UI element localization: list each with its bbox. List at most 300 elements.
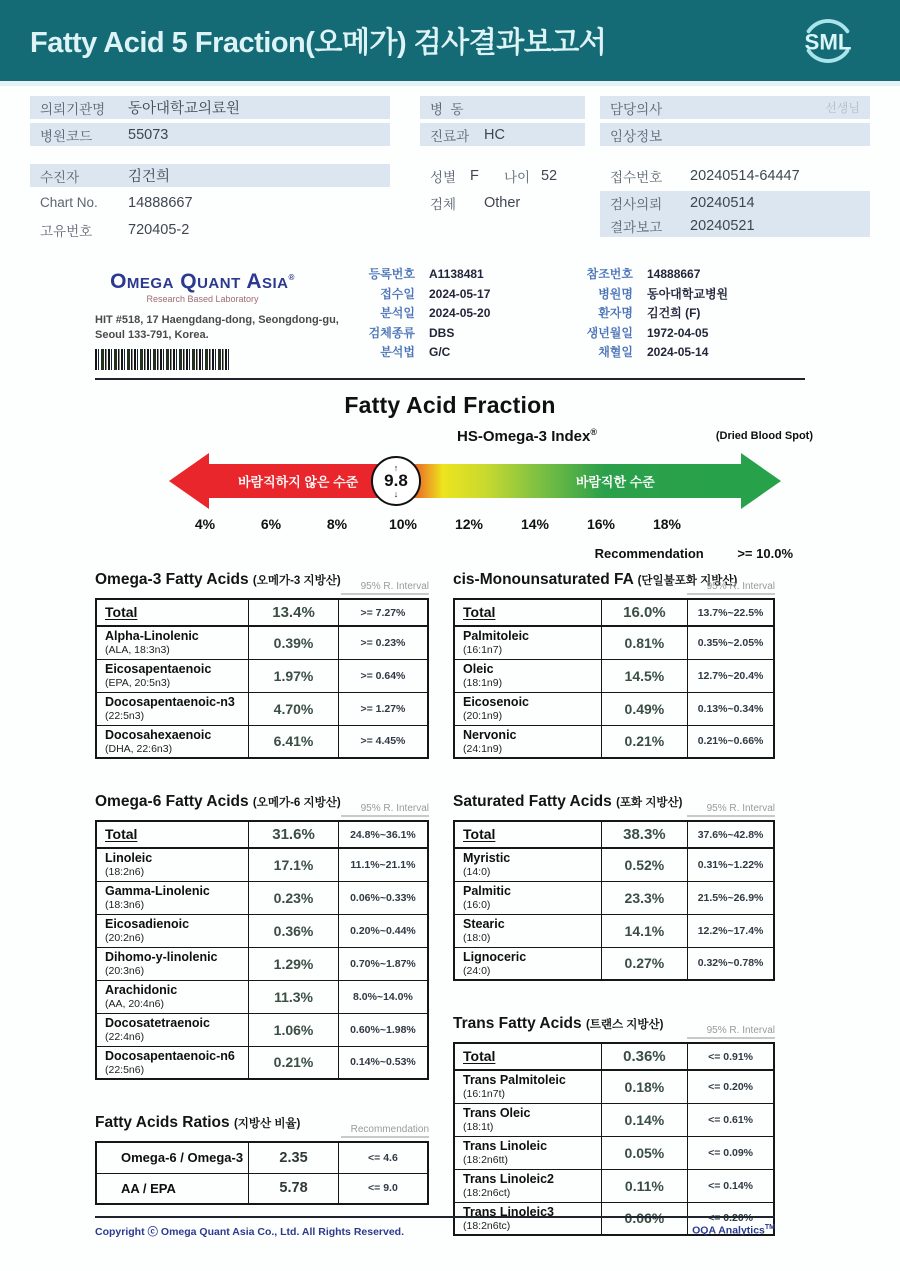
- lab-field-value: DBS: [429, 325, 455, 340]
- fatty-acid-name-cell: [454, 626, 601, 659]
- lab-field-row: [343, 324, 555, 344]
- fatty-acid-name-cell: [454, 848, 601, 881]
- patient-info-col-1: [30, 96, 390, 245]
- trademark-icon: TM: [764, 1224, 775, 1231]
- gauge-tick-label: 6%: [260, 516, 282, 532]
- info-spacer: [30, 150, 390, 164]
- sml-logo-text: SML: [804, 29, 852, 55]
- info-row: [420, 164, 585, 187]
- reference-interval: <= 0.20%: [688, 1070, 774, 1103]
- section-title: Fatty Acid Fraction: [344, 392, 556, 418]
- fatty-acid-name: Total: [105, 826, 138, 842]
- table-row: [454, 599, 774, 626]
- table-header: [453, 793, 775, 817]
- table-row: [454, 1070, 774, 1103]
- table-row: [454, 1043, 774, 1070]
- tables-right-column: [453, 571, 775, 1236]
- table-row: [96, 725, 428, 758]
- measured-value: 11.3%: [249, 980, 339, 1013]
- gauge-value-marker: [371, 456, 421, 506]
- lab-field-value: 동아대학교병원: [647, 286, 729, 301]
- measured-value: 2.35: [249, 1142, 339, 1173]
- fatty-acid-name: Total: [463, 604, 496, 620]
- fatty-acid-code: (18:0): [463, 932, 491, 944]
- fatty-acid-name-cell: [454, 1103, 601, 1136]
- recommendation-value: >= 10.0%: [737, 546, 793, 561]
- measured-value: 0.21%: [601, 725, 687, 758]
- measured-value: 0.27%: [601, 947, 687, 980]
- lab-address-line-1: HIT #518, 17 Haengdang-dong, Seongdong-gu,: [95, 314, 339, 326]
- lab-field-label: 접수일: [380, 286, 415, 301]
- table-reference-header: 95% R. Interval: [687, 1025, 775, 1039]
- measured-value: 31.6%: [249, 821, 339, 848]
- fatty-acid-code: (18:2n6tt): [463, 1154, 508, 1166]
- table-title: Omega-3 Fatty Acids: [95, 571, 253, 588]
- lab-field-label: 생년월일: [586, 325, 633, 340]
- lab-field-value: A1138481: [429, 267, 484, 281]
- table-row: [454, 947, 774, 980]
- lab-logo-text: Omega Quant Asia: [110, 270, 289, 293]
- fatty-acid-name: Docosapentaenoic-n3: [105, 695, 235, 709]
- lab-field-row: [555, 343, 775, 363]
- fatty-acid-name: Total: [463, 826, 496, 842]
- fatty-acid-code: (ALA, 18:3n3): [105, 644, 170, 657]
- info-row: [600, 164, 870, 187]
- reference-interval: 24.8%~36.1%: [338, 821, 428, 848]
- marker-up-arrow-icon: ↑: [393, 463, 399, 473]
- fatty-acid-name: Gamma-Linolenic: [105, 884, 210, 898]
- info-row: [30, 96, 390, 119]
- fatty-acid-name: Linoleic: [105, 851, 153, 866]
- table-reference-header: 95% R. Interval: [687, 803, 775, 817]
- fatty-acid-code: (AA, 20:4n6): [105, 998, 164, 1010]
- measured-value: 4.70%: [249, 692, 339, 725]
- reference-interval: <= 0.20%: [688, 1202, 774, 1235]
- reference-interval: >= 0.23%: [338, 626, 428, 659]
- table-subtitle: (트랜스 지방산): [585, 1019, 664, 1031]
- gauge-tick-label: 16%: [586, 516, 616, 532]
- info-value: 14888667: [128, 194, 193, 211]
- fatty-acid-name: Arachidonic: [105, 983, 178, 997]
- measured-value: 0.36%: [249, 914, 339, 947]
- info-label: 병 동: [430, 101, 464, 117]
- lab-field-label: 병원명: [598, 286, 633, 301]
- recommendation-line: [95, 546, 805, 561]
- fatty-acid-name-cell: [454, 947, 601, 980]
- copyright-text: Copyright ⓒ Omega Quant Asia Co., Ltd. All Rights Reserved.: [95, 1226, 405, 1238]
- reference-interval: >= 1.27%: [338, 692, 428, 725]
- fatty-acid-name: Docosatetraenoic: [105, 1016, 210, 1030]
- table-row: [454, 848, 774, 881]
- info-value: Other: [484, 194, 521, 211]
- info-label: 접수번호: [610, 169, 663, 185]
- measured-value: 1.06%: [249, 1013, 339, 1046]
- fatty-acid-code: (22:5n3): [105, 710, 145, 722]
- fa-table: [453, 1042, 775, 1236]
- reference-interval: 0.60%~1.98%: [338, 1013, 428, 1046]
- fatty-acid-name: Trans Palmitoleic: [463, 1073, 566, 1088]
- report-footer: [95, 1216, 775, 1239]
- table-saturated: [453, 793, 775, 981]
- reference-interval: 8.0%~14.0%: [338, 980, 428, 1013]
- reference-interval: 0.14%~0.53%: [338, 1046, 428, 1079]
- table-omega3: [95, 571, 429, 759]
- table-row: [96, 881, 428, 914]
- table-row: [96, 914, 428, 947]
- table-row: [454, 881, 774, 914]
- fatty-acid-name-cell: [454, 1169, 601, 1202]
- table-reference-header: 95% R. Interval: [341, 803, 429, 817]
- lab-address: [95, 313, 343, 343]
- lab-field-value: 김건희 (F): [647, 306, 701, 320]
- measured-value: 0.05%: [601, 1136, 687, 1169]
- measured-value: 0.39%: [249, 626, 339, 659]
- fa-table: [453, 598, 775, 759]
- reference-interval: 0.06%~0.33%: [338, 881, 428, 914]
- reference-interval: 0.21%~0.66%: [688, 725, 774, 758]
- measured-value: 13.4%: [249, 599, 339, 626]
- gauge-tick-label: 8%: [326, 516, 348, 532]
- page-title: Fatty Acid 5 Fraction(오메가) 검사결과보고서: [30, 27, 607, 59]
- fatty-acid-name: Trans Linoleic2: [463, 1172, 555, 1186]
- table-reference-header: 95% R. Interval: [687, 581, 775, 595]
- fatty-acid-code: (20:2n6): [105, 932, 145, 944]
- gauge-left-arrowhead-icon: [169, 453, 209, 509]
- table-row: [454, 1169, 774, 1202]
- lab-sample-fields: [343, 259, 555, 370]
- info-value: 20240514: [690, 194, 755, 211]
- fatty-acid-code: (18:2n6ct): [463, 1187, 511, 1199]
- fatty-acid-code: (14:0): [463, 866, 491, 879]
- reference-interval: 0.31%~1.22%: [688, 848, 774, 881]
- patient-info-col-3: [600, 96, 870, 245]
- fatty-acid-name: Eicosadienoic: [105, 917, 190, 931]
- report-header: [0, 0, 900, 86]
- fatty-acid-name: Alpha-Linolenic: [105, 629, 199, 644]
- lab-field-row: [555, 285, 775, 305]
- info-label: 나이: [503, 169, 531, 185]
- table-row: [454, 1103, 774, 1136]
- reference-interval: 0.35%~2.05%: [688, 626, 774, 659]
- measured-value: 1.97%: [249, 659, 339, 692]
- fatty-acid-name: Trans Linoleic3: [463, 1204, 555, 1219]
- table-title: Omega-6 Fatty Acids: [95, 793, 253, 810]
- table-subtitle: (오메가-3 지방산): [252, 575, 341, 587]
- reference-interval: >= 4.45%: [338, 725, 428, 758]
- fatty-acid-name: Dihomo-y-linolenic: [105, 950, 218, 964]
- measured-value: 0.06%: [601, 1202, 687, 1235]
- table-row: [454, 692, 774, 725]
- fatty-acid-name: Docosahexaenoic: [105, 727, 212, 742]
- info-label: 임상정보: [610, 128, 663, 144]
- measured-value: 17.1%: [249, 848, 339, 881]
- reference-interval: <= 0.14%: [688, 1169, 774, 1202]
- measured-value: 0.18%: [601, 1070, 687, 1103]
- info-label: 담당의사: [610, 101, 663, 117]
- lab-patient-fields: [555, 259, 775, 370]
- reference-interval: 21.5%~26.9%: [688, 881, 774, 914]
- fatty-acid-code: (20:3n6): [105, 965, 145, 977]
- reference-interval: >= 7.27%: [338, 599, 428, 626]
- registered-mark-icon: ®: [288, 273, 295, 282]
- omega-quant-asia-logo: [95, 267, 310, 293]
- table-cis-monounsaturated: [453, 571, 775, 759]
- fatty-acid-code: (18:2n6tc): [463, 1219, 511, 1232]
- reference-interval: 11.1%~21.1%: [338, 848, 428, 881]
- fa-table: [95, 820, 429, 1080]
- fatty-acid-name: Lignoceric: [463, 949, 527, 964]
- index-title-line: [95, 427, 813, 449]
- table-row: [96, 599, 428, 626]
- fatty-acid-code: (24:0): [463, 964, 491, 977]
- fatty-acid-name: Omega-6 / Omega-3: [121, 1150, 244, 1166]
- gauge-tick-label: 10%: [388, 516, 418, 532]
- fatty-acid-code: (22:4n6): [105, 1031, 145, 1043]
- measured-value: 16.0%: [601, 599, 687, 626]
- table-header: [453, 571, 775, 595]
- fatty-acid-code: (18:1t): [463, 1121, 494, 1133]
- info-row: [600, 96, 870, 119]
- measured-value: 0.14%: [601, 1103, 687, 1136]
- reference-interval: >= 0.64%: [338, 659, 428, 692]
- fatty-acid-fraction-section: [0, 392, 900, 561]
- fatty-acid-code: (24:1n9): [463, 742, 503, 755]
- info-value: F: [469, 167, 479, 184]
- info-label: 병원코드: [40, 128, 93, 144]
- gauge-right-arrowhead-icon: [741, 453, 781, 509]
- fatty-acid-name-cell: [454, 1043, 601, 1070]
- lab-field-label: 분석법: [380, 345, 415, 359]
- info-label: 성별: [430, 169, 457, 185]
- info-label: 고유번호: [40, 223, 93, 239]
- table-row: [96, 947, 428, 980]
- reference-interval: <= 0.91%: [688, 1043, 774, 1070]
- fa-table: [453, 820, 775, 981]
- reference-interval: <= 0.61%: [688, 1103, 774, 1136]
- lab-field-label: 채혈일: [598, 345, 633, 359]
- reference-interval: 0.13%~0.34%: [688, 692, 774, 725]
- fatty-acid-code: (18:1n9): [463, 677, 503, 689]
- info-row: [600, 123, 870, 146]
- fatty-acid-name-cell: [454, 725, 601, 758]
- gauge-tick-label: 4%: [194, 516, 216, 532]
- measured-value: 0.36%: [601, 1043, 687, 1070]
- recommendation-label: Recommendation: [594, 546, 704, 561]
- sml-logo-icon: [796, 9, 860, 73]
- fatty-acid-code: (18:2n6): [105, 866, 145, 879]
- fatty-acid-name-cell: [96, 626, 249, 659]
- lab-field-row: [555, 324, 775, 344]
- table-title: cis-Monounsaturated FA: [453, 571, 638, 588]
- measured-value: 14.1%: [601, 914, 687, 947]
- fatty-acid-name-cell: [454, 821, 601, 848]
- reference-interval: 0.70%~1.87%: [338, 947, 428, 980]
- fatty-acid-name: Palmitoleic: [463, 629, 529, 644]
- table-row: [96, 980, 428, 1013]
- table-row: [96, 626, 428, 659]
- measured-value: 0.11%: [601, 1169, 687, 1202]
- fatty-acid-code: (16:1n7): [463, 644, 503, 657]
- info-value: 52: [540, 167, 558, 184]
- info-row: [30, 218, 390, 241]
- gauge-desirable-label: 바람직한 수준: [575, 474, 655, 490]
- lab-field-label: 분석일: [380, 306, 415, 320]
- measured-value: 0.52%: [601, 848, 687, 881]
- table-row: [96, 848, 428, 881]
- oqa-analytics-brand: OQA Analytics™: [692, 1224, 775, 1237]
- table-omega6: [95, 793, 429, 1080]
- info-row: [600, 214, 870, 237]
- lab-field-value: 2024-05-20: [429, 306, 491, 320]
- measured-value: 0.21%: [249, 1046, 339, 1079]
- reference-interval: 12.2%~17.4%: [688, 914, 774, 947]
- table-row: [454, 1136, 774, 1169]
- reference-interval: <= 0.09%: [688, 1136, 774, 1169]
- gauge-undesirable-label: 바람직하지 않은 수준: [237, 474, 359, 490]
- table-header: [95, 571, 429, 595]
- fatty-acid-code: (20:1n9): [463, 710, 503, 722]
- patient-info-col-2: [420, 96, 585, 245]
- table-row: [454, 821, 774, 848]
- gauge-tick-label: 14%: [520, 516, 550, 532]
- info-placeholder-hint: 선생님: [825, 101, 860, 115]
- measured-value: 5.78: [249, 1173, 339, 1204]
- fatty-acid-name: Myristic: [463, 851, 511, 866]
- reference-interval: 37.6%~42.8%: [688, 821, 774, 848]
- gauge-arrow: [170, 453, 780, 509]
- table-title: Fatty Acids Ratios: [95, 1114, 234, 1131]
- info-value: 동아대학교의료원: [128, 101, 241, 117]
- info-spacer: [420, 150, 585, 164]
- lab-field-row: [343, 265, 555, 285]
- info-value: 20240514-64447: [690, 167, 800, 184]
- lab-field-row: [343, 285, 555, 305]
- table-subtitle: (오메가-6 지방산): [252, 797, 341, 809]
- fa-table: [95, 1141, 429, 1205]
- fatty-acid-name-cell: [96, 1142, 249, 1173]
- info-label: Chart No.: [40, 195, 98, 210]
- info-label: 검사의뢰: [610, 196, 663, 212]
- table-row: [96, 1142, 428, 1173]
- fatty-acid-name-cell: [96, 692, 249, 725]
- table-reference-header: Recommendation: [341, 1124, 429, 1138]
- lab-field-value: 1972-04-05: [647, 325, 709, 340]
- measured-value: 0.81%: [601, 626, 687, 659]
- fatty-acid-name: Eicosapentaenoic: [105, 662, 212, 676]
- measured-value: 0.23%: [249, 881, 339, 914]
- table-row: [96, 821, 428, 848]
- fatty-acid-name-cell: [96, 821, 249, 848]
- fatty-acid-code: (22:5n6): [105, 1063, 145, 1076]
- table-header: [95, 793, 429, 817]
- measured-value: 0.49%: [601, 692, 687, 725]
- table-subtitle: (포화 지방산): [616, 797, 683, 809]
- info-value: 20240521: [690, 217, 755, 234]
- lab-field-value: G/C: [429, 345, 451, 359]
- fatty-acid-name-cell: [96, 659, 249, 692]
- table-subtitle: (단일불포화 지방산): [637, 575, 738, 587]
- info-spacer: [600, 150, 870, 164]
- fatty-acid-name: Total: [105, 604, 138, 620]
- fatty-acid-name-cell: [96, 599, 249, 626]
- info-row: [30, 164, 390, 187]
- lab-field-value: 2024-05-14: [647, 345, 709, 359]
- info-label: 결과보고: [610, 219, 663, 235]
- table-ratios: [95, 1114, 429, 1205]
- lab-field-row: [343, 304, 555, 324]
- fatty-acid-code: (16:1n7t): [463, 1088, 506, 1101]
- fatty-acid-name: Docosapentaenoic-n6: [105, 1048, 235, 1063]
- info-row: [420, 96, 585, 119]
- marker-down-arrow-icon: ↓: [393, 489, 399, 499]
- registered-mark-icon: ®: [590, 427, 598, 437]
- lab-field-value: 2024-05-17: [429, 286, 491, 301]
- lab-field-value: 14888667: [647, 267, 701, 281]
- fatty-acid-name-cell: [96, 1013, 249, 1046]
- fatty-acid-code: (18:3n6): [105, 899, 145, 911]
- fatty-acid-name: Stearic: [463, 917, 505, 931]
- fatty-acid-name: Eicosenoic: [463, 695, 529, 709]
- measured-value: 23.3%: [601, 881, 687, 914]
- fatty-acid-name-cell: [454, 881, 601, 914]
- table-row: [454, 626, 774, 659]
- fatty-acid-name: AA / EPA: [121, 1180, 176, 1196]
- gauge-ticks: [170, 516, 780, 536]
- fatty-acid-name-cell: [454, 914, 601, 947]
- reference-interval: 12.7%~20.4%: [688, 659, 774, 692]
- fatty-acid-code: (DHA, 22:6n3): [105, 742, 173, 755]
- info-value: 김건희: [128, 169, 171, 185]
- table-subtitle: (지방산 비율): [233, 1118, 301, 1130]
- fatty-acid-code: (EPA, 20:5n3): [105, 677, 171, 689]
- lab-address-line-2: Seoul 133-791, Korea.: [95, 329, 209, 341]
- fatty-acid-name-cell: [96, 1173, 249, 1204]
- hs-omega3-index-label: HS-Omega-3 Index®: [457, 427, 598, 445]
- fatty-acid-name-cell: [454, 659, 601, 692]
- fatty-acid-code: (16:0): [463, 899, 491, 911]
- info-row: [420, 123, 585, 146]
- measured-value: 14.5%: [601, 659, 687, 692]
- table-title: Trans Fatty Acids: [453, 1015, 586, 1032]
- gauge-index-value: 9.8: [384, 471, 408, 490]
- reference-interval: 0.32%~0.78%: [688, 947, 774, 980]
- lab-field-row: [555, 304, 775, 324]
- fatty-acid-name: Total: [463, 1048, 496, 1064]
- table-row: [96, 692, 428, 725]
- info-label: 진료과: [430, 128, 470, 144]
- table-header: [453, 1015, 775, 1039]
- lab-field-label: 환자명: [598, 306, 633, 320]
- lab-identity: [95, 259, 343, 370]
- table-row: [454, 914, 774, 947]
- fatty-acid-name-cell: [96, 980, 249, 1013]
- fa-table: [95, 598, 429, 759]
- table-row: [454, 659, 774, 692]
- fatty-acid-name: Trans Linoleic: [463, 1139, 548, 1153]
- info-label: 의뢰기관명: [40, 101, 106, 117]
- measured-value: 6.41%: [249, 725, 339, 758]
- lab-field-label: 검체종류: [368, 325, 415, 340]
- lab-field-row: [555, 265, 775, 285]
- table-reference-header: 95% R. Interval: [341, 581, 429, 595]
- fatty-acid-name: Nervonic: [463, 727, 517, 742]
- omega3-index-gauge: [170, 453, 780, 536]
- info-value: HC: [484, 126, 505, 143]
- reference-interval: <= 4.6: [338, 1142, 428, 1173]
- table-row: [454, 725, 774, 758]
- reference-interval: 13.7%~22.5%: [688, 599, 774, 626]
- gauge-tick-label: 18%: [652, 516, 682, 532]
